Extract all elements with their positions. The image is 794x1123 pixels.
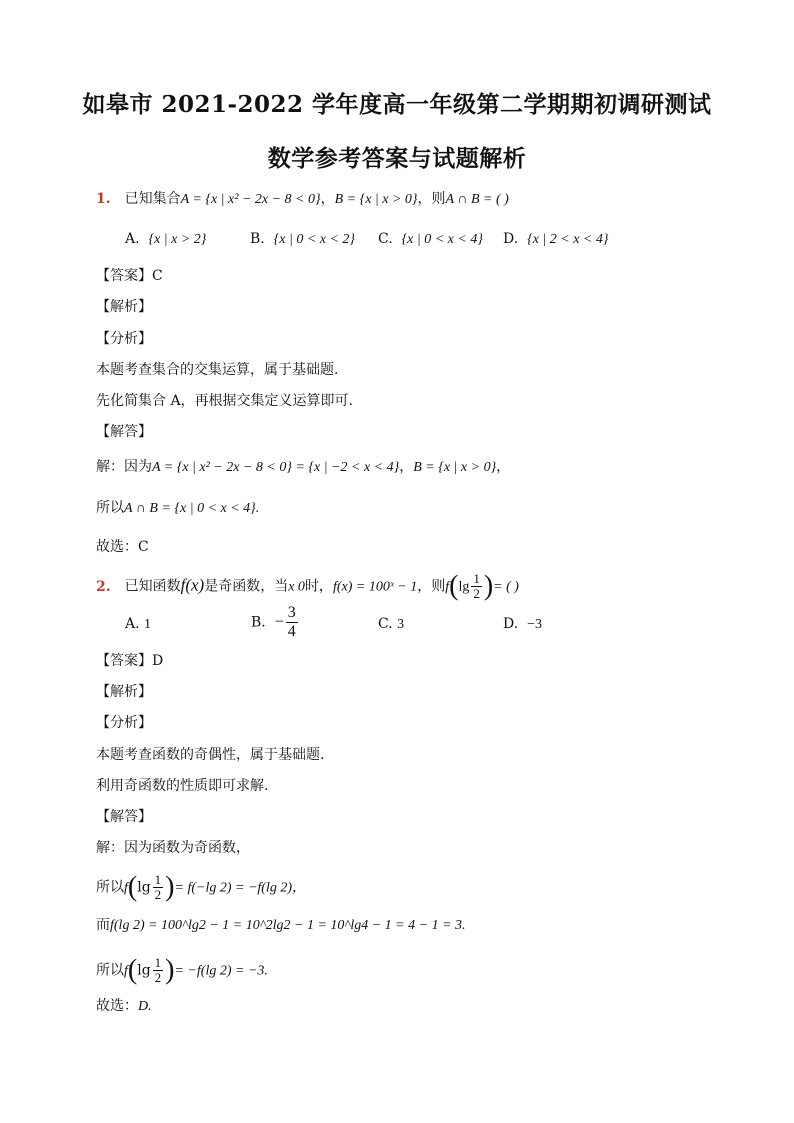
q2-jieda-head: 【解答】 (96, 809, 152, 825)
page-title: 如皋市 2021-2022 学年度高一年级第二学期期初调研测试 (82, 91, 712, 118)
frac-den: 4 (287, 623, 296, 640)
q2-fx: f(x) (180, 575, 205, 595)
q1-set-a: A = {x | x² − 2x − 8 < 0} (180, 192, 321, 207)
option-label: B. (250, 231, 265, 247)
q2-option-c (378, 614, 404, 635)
option-label: C. (378, 231, 393, 247)
q1-option-c (378, 229, 483, 250)
q2-sol4-prefix: 所以 (96, 962, 124, 979)
q2-sol4-lg: lg (137, 962, 151, 979)
option-text: {x | x > 2} (148, 232, 207, 247)
q1-stem-prefix: 已知集合 (124, 191, 181, 207)
paren-close: ) (165, 954, 175, 986)
q2-def: f(x) = 100ˣ − 1 (332, 579, 418, 595)
option-text: 3 (397, 617, 405, 632)
option-label: A. (125, 616, 140, 632)
q1-sol1-prefix: 解：因为 (96, 459, 152, 475)
q2-f: f (445, 579, 450, 595)
frac-den: 2 (154, 887, 162, 902)
q2-stem-prefix: 已知函数 (124, 578, 181, 595)
question-1-number: 1. (96, 191, 111, 207)
frac-num: 1 (473, 571, 480, 586)
q2-fenxi-1: 本题考查函数的奇偶性，属于基础题. (96, 747, 325, 763)
q2-choose-value: D. (138, 999, 152, 1014)
fraction-three-quarters (286, 604, 298, 641)
q2-sol3-prefix: 而 (96, 917, 110, 933)
q2-cond: x 0 (288, 579, 305, 595)
frac-num: 3 (287, 604, 296, 621)
fraction-half (153, 956, 164, 985)
frac-den: 2 (154, 970, 162, 985)
q1-fenxi-1: 本题考查集合的交集运算，属于基础题. (96, 362, 339, 378)
option-label: D. (503, 616, 519, 632)
option-text: − (274, 613, 284, 631)
q2-solution-4 (96, 956, 268, 985)
option-text: {x | 0 < x < 2} (273, 232, 356, 247)
q1-fenxi-head: 【分析】 (96, 331, 152, 347)
q2-option-b (251, 604, 300, 641)
q2-analysis-head: 【解析】 (96, 684, 152, 700)
question-2-number: 2. (96, 578, 111, 595)
question-1-stem (96, 189, 509, 210)
frac-num: 1 (154, 872, 162, 887)
frac-num: 1 (154, 955, 162, 970)
fraction-half (471, 572, 482, 601)
q2-sol4-f: f (124, 963, 128, 979)
q2-stem-mid2: 时， (304, 578, 333, 595)
paren-open: ( (127, 871, 138, 903)
q2-sol2-lg: lg (137, 879, 151, 896)
q2-option-d (503, 614, 542, 635)
q1-option-a (125, 229, 206, 250)
option-text: {x | 2 < x < 4} (527, 232, 609, 247)
q2-stem-mid3: ，则 (417, 578, 446, 595)
q1-sol1-math: A = {x | x² − 2x − 8 < 0} = {x | −2 < x < 4} (152, 460, 400, 475)
q2-fenxi-head: 【分析】 (96, 715, 152, 731)
q1-set-b: B = {x | x > 0} (334, 192, 418, 207)
option-label: D. (503, 231, 519, 247)
option-label: C. (378, 616, 393, 632)
q1-sol1-end: ， (496, 459, 511, 475)
q1-sol1-mid: ， (399, 459, 414, 475)
q2-sol3-math: f(lg 2) = 100^lg2 − 1 = 10^2lg2 − 1 = 10^lg4 − 1 = 4 − 1 = 3. (110, 918, 466, 933)
q1-question: A ∩ B = ( ) (445, 192, 509, 207)
q2-fenxi-2: 利用奇函数的性质即可求解. (96, 778, 269, 794)
q2-sol2-f: f (124, 880, 128, 896)
option-label: A. (125, 231, 140, 247)
q1-answer: 【答案】C (96, 268, 163, 284)
q1-sol1-math2: B = {x | x > 0} (413, 460, 497, 475)
paren-open: ( (127, 954, 138, 986)
option-label: B. (251, 614, 266, 631)
paren-close: ) (165, 871, 175, 903)
option-text: {x | 0 < x < 4} (401, 232, 483, 247)
q2-solution-1: 解：因为函数为奇函数， (96, 840, 250, 856)
frac-den: 2 (473, 586, 480, 601)
q2-sol4-rest: = −f(lg 2) = −3. (174, 963, 268, 979)
option-text: −3 (527, 617, 542, 632)
fraction-half (153, 873, 164, 902)
q2-lg: lg (458, 579, 470, 595)
q1-analysis-head: 【解析】 (96, 299, 152, 315)
q1-jieda-head: 【解答】 (96, 424, 152, 440)
q1-sep: ， (320, 191, 335, 207)
q2-solution-3 (96, 915, 466, 936)
question-2-stem (96, 572, 519, 601)
q2-stem-end: = ( ) (493, 579, 519, 595)
q2-solution-2 (96, 873, 306, 902)
q1-stem-mid: ，则 (417, 191, 446, 207)
paren-open: ( (449, 570, 459, 602)
q1-sol2-math: A ∩ B = {x | 0 < x < 4}. (124, 501, 260, 516)
q2-choose-prefix: 故选： (96, 998, 138, 1014)
q2-sol2-rest: = f(−lg 2) = −f(lg 2)， (174, 880, 306, 896)
q1-sol2-prefix: 所以 (96, 500, 124, 516)
q2-option-a (125, 614, 151, 635)
q2-answer: 【答案】D (96, 653, 164, 669)
option-text: 1 (144, 617, 152, 632)
q1-fenxi-2: 先化简集合 A，再根据交集定义运算即可. (96, 393, 354, 409)
q2-stem-mid: 是奇函数，当 (204, 578, 289, 595)
q1-solution-2 (96, 498, 259, 519)
q2-choose (96, 996, 152, 1017)
paren-close: ) (483, 570, 494, 602)
q1-choose: 故选：C (96, 539, 149, 555)
q1-option-b (250, 229, 355, 250)
q2-sol2-prefix: 所以 (96, 879, 124, 896)
page-subtitle: 数学参考答案与试题解析 (267, 145, 527, 172)
q1-solution-1 (96, 457, 510, 478)
q1-option-d (503, 229, 608, 250)
